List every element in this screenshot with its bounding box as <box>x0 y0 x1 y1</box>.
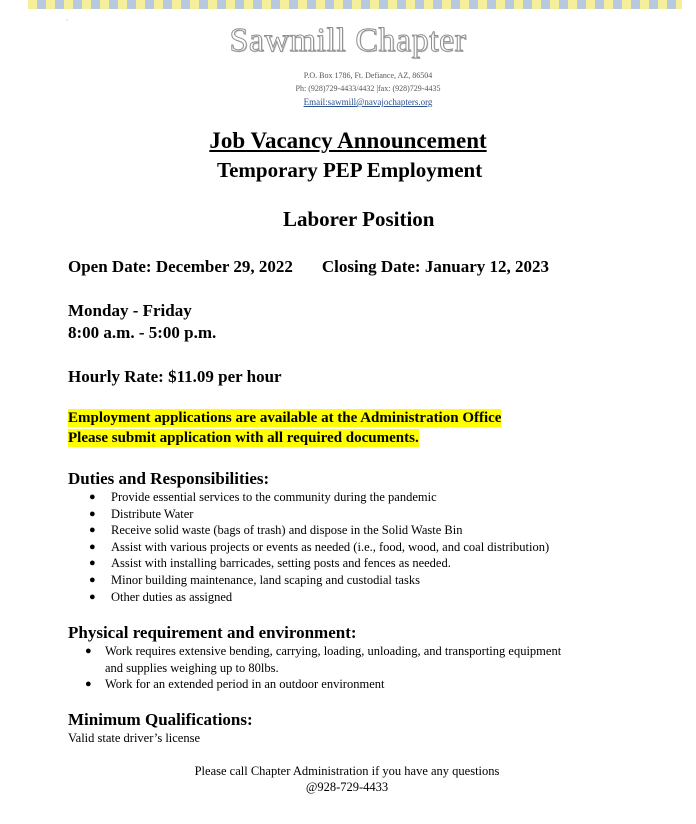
qualifications-heading: Minimum Qualifications: <box>68 710 253 729</box>
qualification-text: Valid state driver’s license <box>68 731 201 745</box>
bullet-icon: ● <box>85 645 92 657</box>
list-item-text: Minor building maintenance, land scaping and custodial tasks <box>111 572 420 587</box>
list-item <box>89 506 671 523</box>
list-item <box>89 572 671 589</box>
list-item-text: Receive solid waste (bags of trash) and dispose in the Solid Waste Bin <box>111 523 463 538</box>
application-notice-2: Please submit application with all required documents. <box>68 430 419 446</box>
list-item-text: Provide essential services to the community during the pandemic <box>111 490 437 504</box>
chapter-address: P.O. Box 1786, Ft. Defiance, AZ, 86504 <box>303 71 433 80</box>
bullet-icon: ● <box>89 590 96 603</box>
duties-heading: Duties and Responsibilities: <box>68 469 270 488</box>
list-item <box>85 676 575 693</box>
list-item-text: Distribute Water <box>111 506 194 521</box>
bullet-icon: ● <box>89 507 96 520</box>
chapter-email-link[interactable]: Email:sawmill@navajochapters.org <box>303 97 433 107</box>
chapter-phone: Ph: (928)729-4433/4432 |fax: (928)729-4435 <box>295 84 441 93</box>
list-item <box>89 522 671 539</box>
application-notice-1: Employment applications are available at the Administration Office <box>68 410 502 426</box>
decorative-border <box>28 0 682 9</box>
bullet-icon: ● <box>89 524 96 537</box>
closing-date: Closing Date: January 12, 2023 <box>321 257 550 276</box>
list-item-text: Work for an extended period in an outdoor environment <box>105 677 385 692</box>
contact-phone: @928-729-4433 <box>305 780 389 794</box>
hourly-rate: Hourly Rate: $11.09 per hour <box>68 367 282 386</box>
list-item <box>89 589 671 606</box>
bullet-icon: ● <box>89 491 96 503</box>
list-item <box>89 555 671 572</box>
list-item-text: Other duties as assigned <box>111 589 233 604</box>
open-date: Open Date: December 29, 2022 <box>68 257 293 276</box>
list-item <box>85 643 575 676</box>
chapter-name: Sawmill Chapter <box>229 22 467 59</box>
work-days: Monday - Friday <box>68 301 192 320</box>
bullet-icon: ● <box>89 540 96 553</box>
physical-heading: Physical requirement and environment: <box>68 623 357 642</box>
bullet-icon: ● <box>89 573 96 586</box>
position-title: Laborer Position <box>283 207 435 231</box>
physical-list <box>85 643 575 693</box>
list-item-text: Assist with various projects or events as needed (i.e., food, wood, and coal distribution) <box>111 539 550 554</box>
list-item-text: Assist with installing barricades, setting posts and fences as needed. <box>111 556 451 571</box>
bullet-icon: ● <box>85 678 92 691</box>
contact-footer: Please call Chapter Administration if you have any questions <box>194 764 500 778</box>
announcement-subtitle: Temporary PEP Employment <box>217 158 483 182</box>
list-item <box>89 489 671 506</box>
list-item-text: Work requires extensive bending, carrying, loading, unloading, and transporting equipment and supplies weighing up to 80lbs. <box>105 644 562 675</box>
work-hours: 8:00 a.m. - 5:00 p.m. <box>68 323 217 342</box>
duties-list <box>89 489 671 605</box>
list-item <box>89 539 671 556</box>
page-mark: ´ <box>66 20 68 26</box>
bullet-icon: ● <box>89 557 96 570</box>
date-line <box>68 257 549 277</box>
announcement-title: Job Vacancy Announcement <box>209 128 487 153</box>
